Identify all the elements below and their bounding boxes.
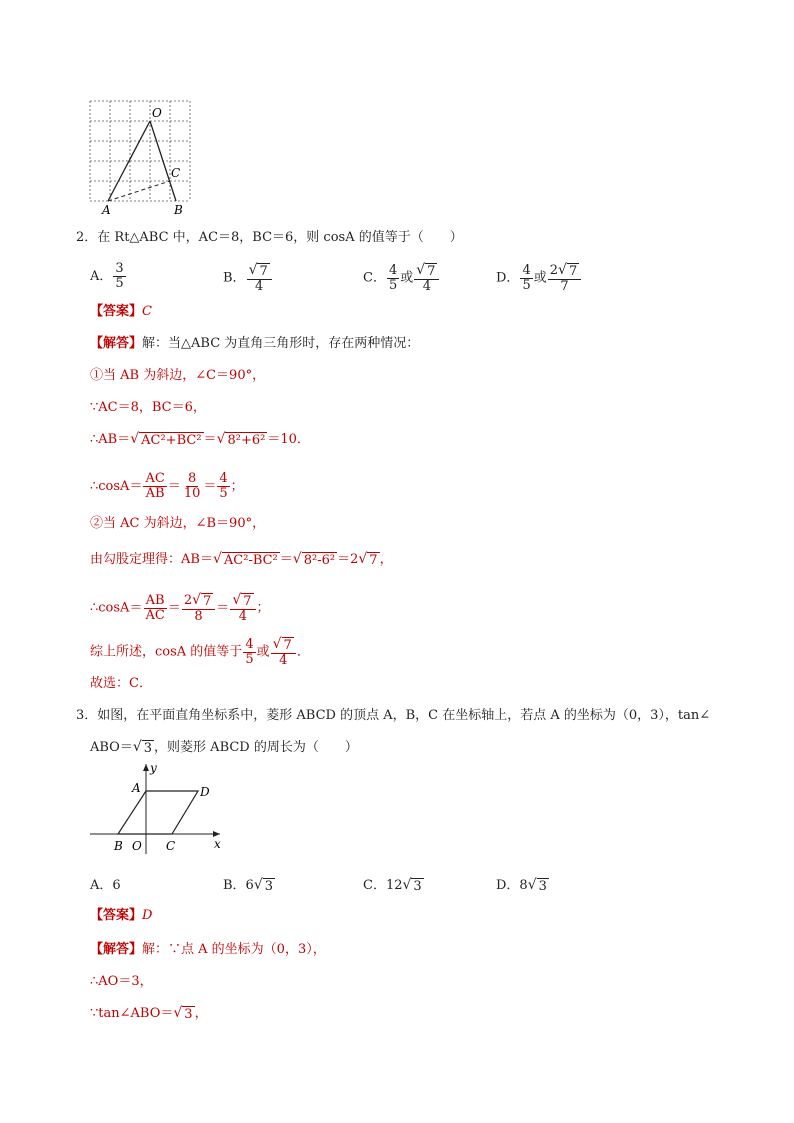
q2-case2-ab-prefix: 由勾股定理得：AB＝ — [90, 552, 213, 567]
q2-case2-eq: ＝ — [279, 552, 293, 567]
q3-option-d-root: 3 — [538, 879, 547, 894]
rhombus-figure — [86, 758, 236, 858]
q3-option-c-prefix: C．12 — [363, 878, 403, 893]
q2-option-b-prefix: B． — [223, 270, 246, 286]
q2-stem: 2．在 Rt△ABC 中，AC＝8，BC＝6，则 cosA 的值等于（ ） — [76, 230, 463, 245]
q2-summary-n1: 4 — [245, 636, 254, 652]
q2-case2-ab-root: 7 — [369, 553, 378, 568]
q2-case2-f1-den: AC — [145, 607, 165, 623]
q2-option-c-root: 7 — [427, 264, 436, 279]
q2-option-c-or: 或 — [400, 270, 414, 286]
q2-case2-f3-den: 4 — [238, 609, 248, 624]
q2-case1-ab-end: ＝10． — [267, 432, 310, 447]
q3-option-a: A．6 — [90, 878, 121, 893]
q3-step2-end: ， — [194, 1006, 208, 1021]
q3-step2: ∵tan∠ABO＝ √ 3 ， — [90, 1005, 208, 1022]
q2-summary-end: ． — [296, 644, 310, 660]
q2-option-a — [90, 262, 127, 291]
q2-option-a-den: 5 — [115, 276, 124, 291]
label-o: O — [132, 839, 142, 853]
q3-step2-prefix: ∵tan∠ABO＝ — [90, 1006, 174, 1021]
label-x: x — [214, 837, 221, 851]
q2-case2: ②当 AC 为斜边，∠B＝90°， — [90, 516, 266, 531]
q3-option-d-prefix: D．8 — [496, 878, 528, 893]
q2-solution-tag: 【解答】 — [90, 336, 143, 351]
q2-option-c-den1: 5 — [388, 277, 398, 293]
q3-step2-root: 3 — [184, 1007, 193, 1022]
label-d: D — [200, 785, 210, 799]
q3-solution-intro-text: 解：∵点 A 的坐标为（0，3）， — [142, 942, 326, 957]
q3-option-b: B．6 √ 3 — [223, 877, 274, 894]
q2-solution-intro-text: 解：当△ABC 为直角三角形时，存在两种情况： — [142, 336, 420, 351]
q3-option-c-root: 3 — [413, 879, 422, 894]
q2-summary-d1: 5 — [245, 651, 254, 667]
q2-case1-f2-den: 10 — [183, 486, 201, 501]
q2-option-d-den2: 7 — [560, 279, 569, 294]
label-a: A — [132, 781, 141, 795]
q2-option-b-root: 7 — [259, 264, 268, 279]
q3-stem-line2: ABO＝ √ 3 ，则菱形 ABCD 的周长为（ ） — [90, 739, 358, 756]
q2-option-d-num1: 4 — [522, 262, 531, 278]
q2-case1-ab-rad1: AC²+BC² — [141, 433, 202, 448]
q2-solution-intro — [90, 334, 419, 354]
q2-case2-ab-eq2: ＝2 — [337, 552, 359, 567]
q3-stem-end: ，则菱形 ABCD 的周长为（ ） — [154, 740, 358, 755]
q2-option-b-den: 4 — [255, 279, 264, 294]
q3-answer-tag: 【答案】 — [90, 908, 143, 923]
q2-option-c-num1: 4 — [388, 262, 398, 278]
q2-option-a-prefix: A． — [90, 269, 113, 284]
q2-option-d: D． $\frac{4}{5}$ 或 2 √ 7 7 — [496, 262, 582, 294]
label-b: B — [114, 839, 123, 853]
q2-case1: ①当 AB 为斜边，∠C＝90°， — [90, 368, 266, 383]
q3-stem-line1: 3．如图，在平面直角坐标系中，菱形 ABCD 的顶点 A，B，C 在坐标轴上，若点 A 的坐标为（0，3），tan∠ — [76, 708, 711, 723]
q2-option-c: C． $\frac{4}{5}$ 或 √ 7 4 — [363, 262, 440, 294]
q3-option-b-prefix: B．6 — [223, 878, 254, 893]
q3-option-c: C．12 √ 3 — [363, 877, 422, 894]
q3-option-b-root: 3 — [264, 879, 274, 894]
q3-step1: ∴AO＝3， — [90, 974, 153, 989]
q2-case1-cos-end: ； — [230, 479, 244, 494]
label-o: O — [152, 106, 162, 120]
q2-case2-f2-coef: 2 — [183, 593, 193, 608]
q2-option-c-den2: 4 — [422, 279, 431, 294]
q2-option-d-prefix: D． — [496, 270, 520, 286]
q2-case2-f2-den: 8 — [194, 609, 203, 624]
q2-option-a-num: 3 — [115, 261, 124, 276]
q2-case1-cos: ∴cosA＝ $\frac{AC}{AB}$ ＝ $\frac{8}{10}$ ＝ $\frac{4}{5}$ ； — [90, 471, 244, 501]
q2-case1-ab-rad2: 8²+6² — [227, 433, 266, 448]
q2-case2-f3-root: 7 — [243, 594, 252, 609]
q2-choice: 故选：C． — [90, 676, 152, 691]
q2-case1-f1-num: AC — [145, 471, 165, 486]
grid-triangle-figure — [86, 96, 196, 218]
q2-case2-cos-end: ； — [256, 600, 270, 616]
q3-stem-prefix: ABO＝ — [90, 740, 133, 755]
q2-answer-value: C — [142, 304, 152, 319]
label-b: B — [174, 203, 183, 217]
q2-option-c-prefix: C． — [363, 270, 386, 286]
q2-case2-ab-end: ， — [379, 552, 393, 567]
label-c: C — [166, 839, 176, 853]
q2-option-d-den1: 5 — [522, 277, 531, 293]
q2-case2-ab: 由勾股定理得：AB＝ √ AC²-BC² ＝ √ 8²-6² ＝2 √ 7 ， — [90, 551, 393, 568]
q2-summary-prefix: 综上所述，cosA 的值等于 — [90, 644, 243, 660]
q3-option-d: D．8 √ 3 — [496, 877, 547, 894]
q3-stem-root: 3 — [143, 741, 153, 756]
q2-answer — [90, 302, 152, 322]
q3-answer-value: D — [142, 908, 153, 923]
q2-summary-root: 7 — [283, 638, 292, 653]
q2-case1-cos-prefix: ∴cosA＝ — [90, 479, 143, 494]
q2-summary: 综上所述，cosA 的值等于 $\frac{4}{5}$ 或 √ 7 4 ． — [90, 636, 310, 668]
q2-case2-ab-rad2: 8²-6² — [303, 553, 336, 568]
q2-case2-f1-num: AB — [145, 592, 165, 608]
q2-case1-ab: ∴AB＝ √ AC²+BC² ＝ √ 8²+6² ＝10． — [90, 431, 310, 448]
q2-case2-ab-rad1: AC²-BC² — [223, 553, 278, 568]
q2-case1-f3-den: 5 — [219, 486, 228, 501]
q2-case1-given: ∵AC＝8，BC＝6， — [90, 400, 206, 415]
q2-case1-f3-num: 4 — [219, 471, 228, 486]
q2-option-d-or: 或 — [533, 270, 547, 286]
q2-case2-cos-prefix: ∴cosA＝ — [90, 600, 143, 616]
q2-case1-f2-num: 8 — [187, 471, 197, 486]
q2-summary-or: 或 — [256, 644, 270, 660]
label-a: A — [102, 203, 111, 217]
q2-option-b: B． √ 7 4 — [223, 262, 273, 294]
q2-case2-f2-root: 7 — [203, 594, 212, 609]
q3-solution-tag: 【解答】 — [90, 942, 143, 957]
q2-summary-d2: 4 — [279, 653, 288, 668]
q2-case1-eq: ＝ — [203, 432, 217, 447]
q2-option-d-root: 7 — [568, 264, 578, 279]
label-y: y — [150, 761, 157, 775]
label-c: C — [171, 166, 181, 180]
q2-case1-f1-den: AB — [145, 486, 165, 501]
q2-answer-tag: 【答案】 — [90, 304, 143, 319]
q2-option-d-coef: 2 — [549, 263, 559, 278]
q3-answer — [90, 906, 152, 926]
q3-solution-intro — [90, 940, 326, 960]
q2-case1-ab-prefix: ∴AB＝ — [90, 432, 131, 447]
q2-case2-cos: ∴cosA＝ $\frac{AB}{AC}$ ＝ 2 √ 7 8 ＝ √ 7 4 ； — [90, 592, 270, 624]
